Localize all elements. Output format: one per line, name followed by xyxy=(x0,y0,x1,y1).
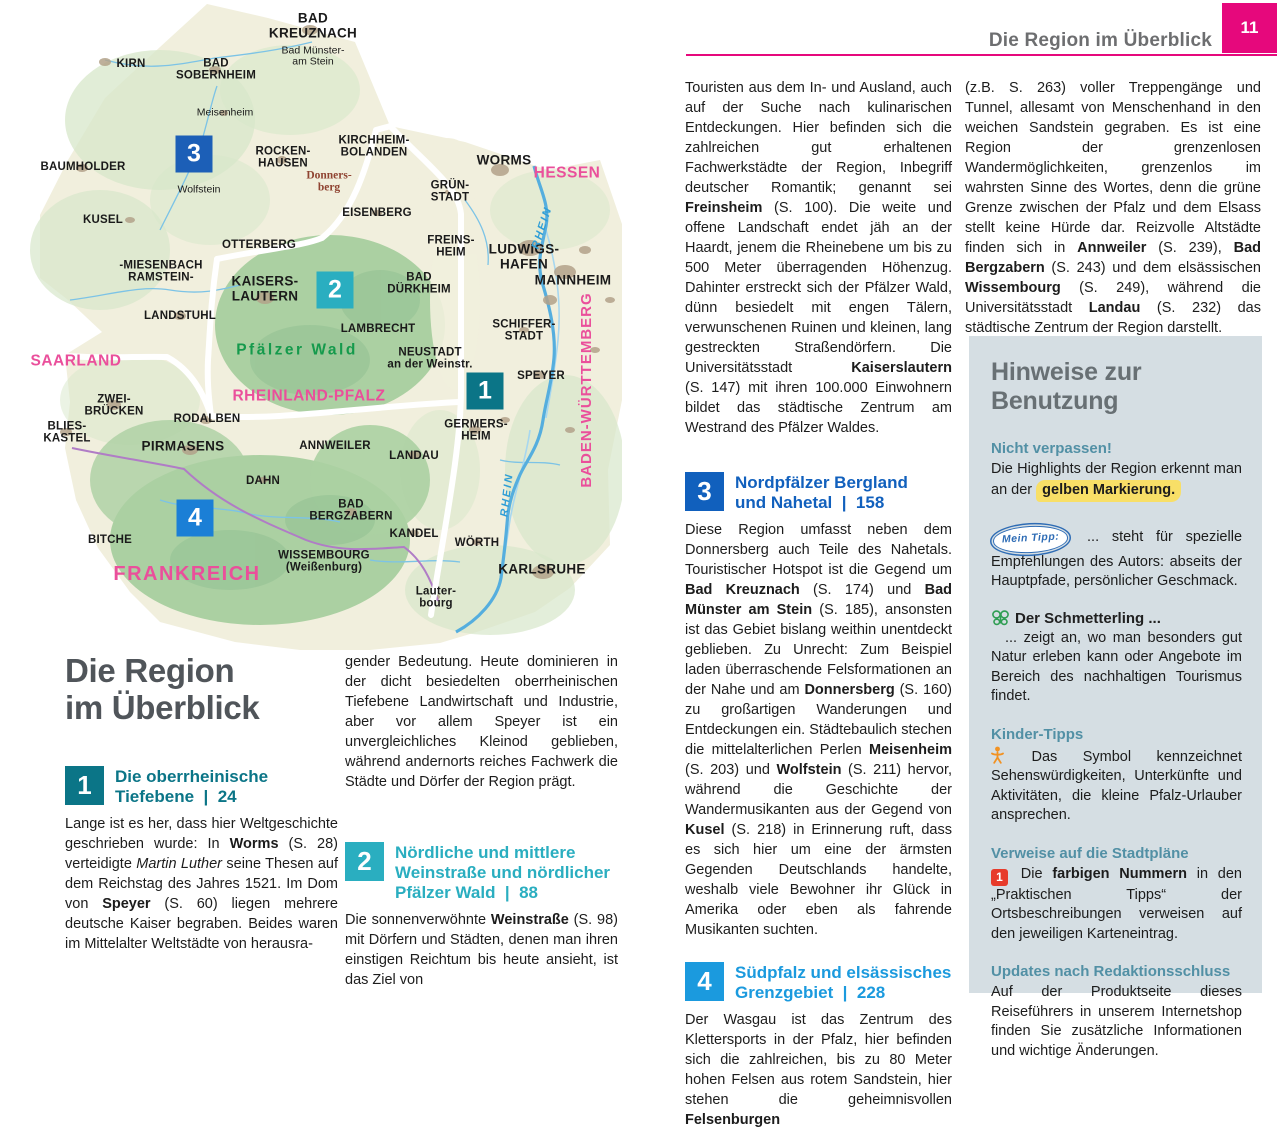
section-2-body-continued: Touristen aus dem In- und Ausland, auch auf der Suche nach kulinarischen Entdeckungen. Hier befinden sich die zahlreichen gut erhaltenen Fachwerkstädte der Region, Inbegriff deutscher Romantik; genannt sei Freinsheim (S. 100). Die weite und offene Landschaft endet jäh an der Haardt, jenem die Rheinebene um bis zu 500 Meter überragenden Höhenzug. Dahinter erstreckt sich der Pfälzer Wald, dünn besiedelt mit engen Tälern, verwunschenen Ruinen und kleinen, lang gestreckten Straßendörfern. Die Universitätsstadt Kaiserslautern (S. 147) mit ihren 100.000 Einwohnern bildet das städtische Zentrum am Westrand des Pfälzer Waldes. xyxy=(685,80,952,436)
map-region-badge-2: 2 xyxy=(317,272,354,309)
map-label: BADEN-WÜRTTEMBERG xyxy=(577,292,595,488)
map-label: KAISERS- LAUTERN xyxy=(231,273,299,303)
page-title: Die Region im Überblick xyxy=(65,652,260,726)
map-label: SCHIFFER- STADT xyxy=(492,318,556,343)
hint-updates-heading: Updates nach Redaktionsschluss xyxy=(991,963,1231,981)
map-label: BAD BERGZABERN xyxy=(309,498,393,523)
map-region-badge-4: 4 xyxy=(177,500,214,537)
hint-cityplans-heading: Verweise auf die Stadtpläne xyxy=(991,844,1189,862)
column-3 xyxy=(685,78,952,1130)
map-label: KIRCHHEIM- BOLANDEN xyxy=(338,134,410,159)
map-label: NEUSTADT an der Weinstr. xyxy=(387,346,473,371)
map-terrain xyxy=(10,0,622,650)
map-label: RODALBEN xyxy=(173,412,241,425)
section-2 xyxy=(345,842,618,990)
hint-kids-body: Das Symbol kennzeichnet Sehenswürdigkeiten, Unterkünfte und Aktivitäten, die kleine Pfalz-Urlauber ansprechen. xyxy=(991,746,1242,826)
usage-hints-box xyxy=(969,336,1262,1059)
map-label: SPEYER xyxy=(517,369,565,382)
section-3-title: Nordpfälzer Bergland und Nahetal | 158 xyxy=(735,473,908,512)
map-label: LUDWIGS- HAFEN xyxy=(488,241,560,271)
map-label: BAD KREUZNACH xyxy=(268,10,358,40)
map-label: OTTERBERG xyxy=(222,238,296,251)
map-label: WÖRTH xyxy=(454,536,500,549)
map-label: BITCHE xyxy=(87,533,133,546)
section-4-body: Der Wasgau ist das Zentrum des Klettersports in der Pfalz, hier befinden sich die zahlreichen, bis zu 80 Meter hohen Felsen aus rotem Sandstein, hier stehen die geheimnisvollen Felsenburgen xyxy=(685,1012,952,1128)
section-1-title: Die oberrheinische Tiefebene | 24 xyxy=(115,767,269,806)
map-label: KUSEL xyxy=(83,213,123,226)
column-overview xyxy=(65,652,338,954)
map-label: GERMERS- HEIM xyxy=(444,418,508,443)
section-3-number-badge: 3 xyxy=(685,472,724,511)
section-4 xyxy=(685,962,952,1130)
yellow-highlight: gelben Markierung. xyxy=(1036,480,1181,503)
section-2-title: Nördliche und mittlere Weinstraße und nördlicher Pfälzer Wald | 88 xyxy=(395,843,611,902)
map-label: BLIES- KASTEL xyxy=(43,420,91,445)
child-icon xyxy=(991,746,1004,764)
map-label: Donners- berg xyxy=(306,169,352,194)
map-label: ANNWEILER xyxy=(299,439,371,452)
hint-butterfly-heading: Der Schmetterling ... xyxy=(991,610,1242,627)
section-1-number-badge: 1 xyxy=(65,766,104,805)
map-label: BAD DÜRKHEIM xyxy=(387,271,451,296)
map-label: LANDAU xyxy=(389,449,439,462)
map-label: BAUMHOLDER xyxy=(40,160,126,173)
section-4-body-continued: (z.B. S. 263) voller Treppengänge und Tunnel, allesamt von Menschenhand in den weichen Sandstein gegraben. Es ist eine Region der grenzenlosen Wandermöglichkeiten, grenzenlos im wahrsten Sinne des Wortes, denn die grüne Grenze zwischen der Pfalz und dem Elsass stellt keine Hürde dar. Reizvolle Altstädte finden sich in Annweiler (S. 239), Bad Bergzabern (S. 243) und dem elsässischen Wissembourg (S. 249), während die Universitätsstadt Landau (S. 232) das städtische Zentrum der Region darstellt. xyxy=(965,80,1261,336)
hints-title: Hinweise zur Benutzung xyxy=(991,358,1142,415)
section-4-title: Südpfalz und elsässisches Grenzgebiet | 228 xyxy=(735,963,952,1002)
map-label: ZWEI- BRÜCKEN xyxy=(84,393,144,418)
section-3-body: Diese Region umfasst neben dem Donnersberg auch Teile des Nahetals. Touristischer Hotspot ist die Gegend um Bad Kreuznach (S. 174) und Bad Münster am Stein (S. 185), ansonsten ist das Gebiet bislang weithin unentdeckt geblieben. Zu Unrecht: Zum Beispiel laden überraschende Felsformationen an der Nahe und am Donnersberg (S. 160) zu großartigen Wanderungen und Entdeckungen ein. Städtebaulich stechen die mittelalterlichen Perlen Meisenheim (S. 203) und Wolfstein (S. 211) hervor, während die Geschichte der Wandermusikanten aus der Gegend von Kusel (S. 218) in Erinnerung ruft, dass es sich hier um eine der ärmsten Gegenden Deutschlands handelte, weshalb viele Bewohner ihr Glück in Amerika oder eben als fahrende Musikanten suchten. xyxy=(685,522,953,938)
hint-not-miss-heading: Nicht verpassen! xyxy=(991,440,1112,457)
section-1 xyxy=(65,766,338,954)
hint-not-miss-body: Die Highlights der Region erkennt man an der gelben Markierung. xyxy=(991,460,1242,502)
column-4 xyxy=(965,78,1261,338)
section-1-body-continued: gender Bedeutung. Heute dominieren in der dicht besiedelten oberrheinischen Tiefebene Landwirtschaft und Industrie, aber vor allem Speyer ist ein unvergleichliches Kleinod geblieben, während andernorts reiches Fachwerk die Städte und Dörfer der Region prägt. xyxy=(345,654,618,790)
map-label: HESSEN xyxy=(533,164,601,182)
map-label: Pfälzer Wald xyxy=(236,341,358,359)
map-label: Bad Münster- am Stein xyxy=(281,44,345,68)
page-number-badge: 11 xyxy=(1222,3,1277,53)
map-label: FRANKREICH xyxy=(113,563,261,586)
map-label: PIRMASENS xyxy=(141,438,225,454)
map-label: WISSEMBOURG (Weißenburg) xyxy=(278,549,370,574)
hint-updates-body: Auf der Produktseite dieses Reiseführers in unserem Internetshop finden Sie zusätzliche Informationen und wichtige Änderungen. xyxy=(991,984,1242,1059)
column-2 xyxy=(345,652,618,990)
region-overview-map xyxy=(10,0,622,650)
map-label: FREINS- HEIM xyxy=(427,234,475,259)
section-3 xyxy=(685,472,952,940)
map-label: ROCKEN- HAUSEN xyxy=(255,145,311,170)
map-label: GRÜN- STADT xyxy=(430,179,470,204)
section-1-body: Lange ist es her, dass hier Weltgeschichte geschrieben wurde: In Worms (S. 28) verteidigte Martin Luther seine Thesen auf dem Reichstag des Jahres 1521. Im Dom von Speyer (S. 60) liegen mehrere deutsche Kaiser begraben. Beides waren im Mittelalter Weltstädte von herausra- xyxy=(65,816,339,952)
hint-mein-tipp-body: ... steht für spezielle Empfehlungen des Autors: abseits der Hauptpfade, persönlicher Geschmack. xyxy=(991,529,1243,589)
map-label: SAARLAND xyxy=(30,352,122,370)
section-4-number-badge: 4 xyxy=(685,962,724,1001)
map-label: DAHN xyxy=(245,474,281,487)
map-label: LAMBRECHT xyxy=(340,322,416,335)
map-label: KARLSRUHE xyxy=(498,561,586,577)
map-number-icon: 1 xyxy=(991,869,1008,886)
hint-butterfly-body: ... zeigt an, wo man besonders gut Natur erleben kann oder Angebote im Bereich des nachhaltigen Tourismus findet. xyxy=(991,629,1242,704)
map-region-badge-1: 1 xyxy=(467,373,504,410)
map-label: MANNHEIM xyxy=(534,272,612,288)
map-label: -MIESENBACH RAMSTEIN- xyxy=(119,259,203,284)
map-label: KIRN xyxy=(116,57,146,70)
map-label: LANDSTUHL xyxy=(143,309,217,322)
page-header-title: Die Region im Überblick xyxy=(988,30,1212,51)
hint-cityplans-body: 1 Die farbigen Nummern in den „Praktischen Tipps“ der Ortsbeschreibungen verweisen auf den jeweiligen Karteneintrag. xyxy=(991,865,1242,942)
header-rule xyxy=(686,54,1277,56)
mein-tipp-badge: Mein Tipp: xyxy=(992,524,1069,554)
map-label: KANDEL xyxy=(389,527,439,540)
map-label: Meisenheim xyxy=(196,106,254,119)
map-label: WORMS xyxy=(476,152,532,168)
map-label: BAD SOBERNHEIM xyxy=(176,57,256,82)
map-label: Lauter- bourg xyxy=(415,585,457,610)
butterfly-icon xyxy=(991,610,1010,626)
hint-mein-tipp xyxy=(991,524,1242,592)
map-label: RHEIN xyxy=(498,472,516,518)
section-2-body: Die sonnenverwöhnte Weinstraße (S. 98) mit Dörfern und Städten, denen man ihren einstigen Reichtum bis heute ansieht, ist das Ziel von xyxy=(345,912,618,988)
map-label: RHEIN xyxy=(529,204,555,251)
map-region-badge-3: 3 xyxy=(176,136,213,173)
map-label: Wolfstein xyxy=(177,183,221,196)
section-2-number-badge: 2 xyxy=(345,842,384,881)
map-label: RHEINLAND-PFALZ xyxy=(232,387,386,405)
hint-kids-heading: Kinder-Tipps xyxy=(991,725,1084,743)
map-label: EISENBERG xyxy=(342,206,412,219)
